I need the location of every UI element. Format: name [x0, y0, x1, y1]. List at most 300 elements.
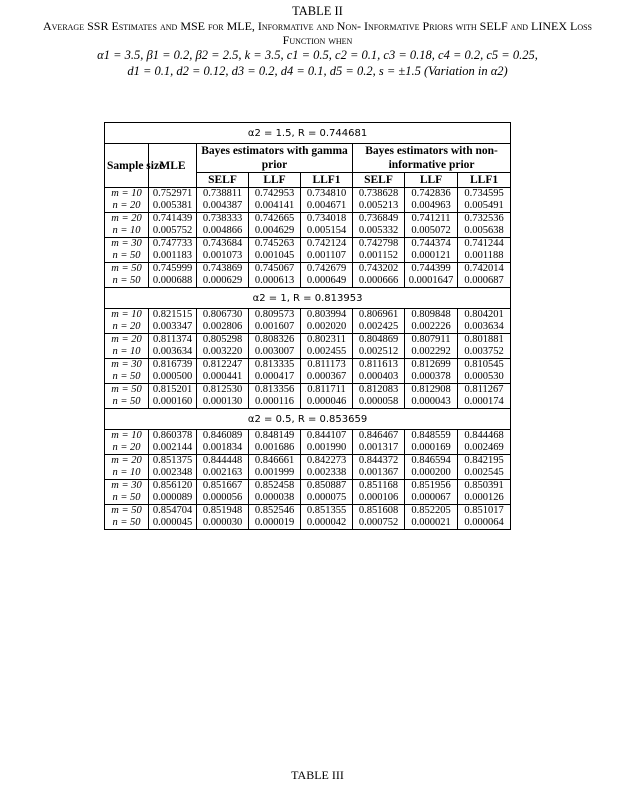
mse-value: 0.000500	[152, 371, 193, 382]
estimate-value: 0.812908	[411, 384, 451, 395]
mse-value: 0.000046	[306, 396, 347, 407]
m-value: m = 20	[111, 334, 142, 345]
estimate-value: 0.860378	[152, 430, 193, 441]
estimate-value: 0.742798	[358, 238, 399, 249]
estimate-value: 0.738628	[358, 188, 399, 199]
value-cell	[197, 480, 249, 505]
estimate-value: 0.808326	[254, 334, 295, 345]
n-value: n = 50	[112, 275, 141, 286]
value-cell	[353, 334, 405, 359]
mse-value: 0.000530	[464, 371, 504, 382]
value-cell	[405, 359, 458, 384]
value-cell	[197, 430, 249, 455]
mse-value: 0.000441	[202, 371, 243, 382]
value-cell	[301, 455, 353, 480]
m-value: m = 10	[111, 188, 142, 199]
value-cell	[405, 334, 458, 359]
estimate-value: 0.742124	[306, 238, 347, 249]
table-row	[105, 188, 511, 213]
estimate-value: 0.744374	[411, 238, 451, 249]
mse-value: 0.000613	[254, 275, 295, 286]
mse-value: 0.002144	[152, 442, 193, 453]
estimate-value: 0.844448	[202, 455, 243, 466]
mse-value: 0.003634	[464, 321, 504, 332]
estimate-value: 0.811267	[464, 384, 504, 395]
n-value: n = 50	[112, 517, 141, 528]
estimate-value: 0.741244	[464, 238, 504, 249]
mse-value: 0.005638	[464, 225, 504, 236]
m-value: m = 50	[111, 263, 142, 274]
mse-value: 0.002292	[411, 346, 451, 357]
table-label: TABLE II	[292, 4, 343, 18]
estimate-value: 0.744399	[411, 263, 451, 274]
estimate-value: 0.745999	[152, 263, 193, 274]
estimate-value: 0.732536	[464, 213, 504, 224]
sample-size-cell	[105, 430, 149, 455]
value-cell	[149, 359, 197, 384]
value-cell	[458, 263, 511, 288]
mse-value: 0.002469	[464, 442, 504, 453]
value-cell	[149, 455, 197, 480]
value-cell	[353, 455, 405, 480]
table-row	[105, 359, 511, 384]
estimate-value: 0.742953	[254, 188, 295, 199]
mse-value: 0.001107	[307, 250, 346, 261]
value-cell	[353, 188, 405, 213]
mse-value: 0.000403	[358, 371, 399, 382]
mse-value: 0.004629	[254, 225, 295, 236]
value-cell	[149, 505, 197, 530]
estimate-value: 0.743684	[202, 238, 243, 249]
noninformative-prior-header: Bayes estimators with non-informative prior	[353, 144, 511, 173]
mse-value: 0.003634	[152, 346, 193, 357]
value-cell	[249, 263, 301, 288]
value-cell	[405, 480, 458, 505]
mse-value: 0.000038	[254, 492, 295, 503]
sample-size-header: Sample size	[105, 144, 149, 188]
mse-value: 0.001317	[358, 442, 399, 453]
table-row	[105, 505, 511, 530]
estimate-value: 0.846089	[202, 430, 243, 441]
table-row	[105, 334, 511, 359]
m-value: m = 50	[111, 384, 142, 395]
table-row	[105, 213, 511, 238]
value-cell	[353, 238, 405, 263]
value-cell	[353, 309, 405, 334]
column-header: LLF	[249, 173, 301, 188]
mse-value: 0.000064	[464, 517, 504, 528]
estimate-value: 0.816739	[152, 359, 193, 370]
table-row	[105, 384, 511, 409]
value-cell	[301, 238, 353, 263]
n-value: n = 20	[112, 321, 141, 332]
estimate-value: 0.852458	[254, 480, 295, 491]
estimate-value: 0.741211	[411, 213, 451, 224]
mse-value: 0.001607	[254, 321, 295, 332]
value-cell	[301, 188, 353, 213]
mse-value: 0.000169	[411, 442, 451, 453]
estimate-value: 0.851956	[411, 480, 451, 491]
sample-size-cell	[105, 359, 149, 384]
sample-size-cell	[105, 334, 149, 359]
table-title-line1: Average SSR Estimates and MSE for MLE, Informative and Non- Informative Priors with SELF and LINEX Loss	[42, 19, 593, 33]
estimate-value: 0.848149	[254, 430, 295, 441]
estimate-value: 0.812530	[202, 384, 243, 395]
section-header: α2 = 0.5, R = 0.853659	[105, 409, 511, 430]
estimate-value: 0.734810	[306, 188, 347, 199]
value-cell	[197, 213, 249, 238]
value-cell	[197, 505, 249, 530]
estimate-value: 0.815201	[152, 384, 193, 395]
mse-value: 0.000174	[464, 396, 504, 407]
estimate-value: 0.747733	[152, 238, 193, 249]
mse-value: 0.000752	[358, 517, 399, 528]
n-value: n = 50	[112, 371, 141, 382]
estimate-value: 0.812083	[358, 384, 399, 395]
column-header: LLF1	[458, 173, 511, 188]
value-cell	[301, 480, 353, 505]
estimate-value: 0.811173	[307, 359, 346, 370]
n-value: n = 50	[112, 250, 141, 261]
estimate-value: 0.844468	[464, 430, 504, 441]
mse-value: 0.000021	[411, 517, 451, 528]
table-row	[105, 238, 511, 263]
estimate-value: 0.852205	[411, 505, 451, 516]
estimate-value: 0.846661	[254, 455, 295, 466]
mse-value: 0.000688	[152, 275, 193, 286]
value-cell	[301, 334, 353, 359]
mse-value: 0.002512	[358, 346, 399, 357]
params-line1: α1 = 3.5, β1 = 0.2, β2 = 2.5, k = 3.5, c1 = 0.5, c2 = 0.1, c3 = 0.18, c4 = 0.2, c5 = 0.25,	[97, 48, 538, 62]
mse-value: 0.000367	[306, 371, 347, 382]
estimate-value: 0.803994	[306, 309, 347, 320]
sample-size-cell	[105, 263, 149, 288]
mse-value: 0.002338	[306, 467, 347, 478]
mse-value: 0.000056	[202, 492, 243, 503]
mse-value: 0.000116	[255, 396, 294, 407]
column-header: LLF	[405, 173, 458, 188]
value-cell	[249, 188, 301, 213]
mse-value: 0.002348	[152, 467, 193, 478]
estimate-value: 0.846594	[411, 455, 451, 466]
estimate-value: 0.856120	[152, 480, 193, 491]
estimate-value: 0.742665	[254, 213, 295, 224]
estimate-value: 0.734595	[464, 188, 504, 199]
mse-value: 0.000058	[358, 396, 399, 407]
value-cell	[301, 430, 353, 455]
mse-value: 0.000417	[254, 371, 295, 382]
mse-value: 0.001045	[254, 250, 295, 261]
value-cell	[149, 309, 197, 334]
table-title-line2: Function when	[282, 33, 353, 47]
estimate-value: 0.804201	[464, 309, 504, 320]
mse-value: 0.000042	[306, 517, 347, 528]
params-line2: d1 = 0.1, d2 = 0.12, d3 = 0.2, d4 = 0.1, d5 = 0.2, s = ±1.5 (Variation in α2)	[127, 64, 508, 78]
estimate-value: 0.851608	[358, 505, 399, 516]
column-header: SELF	[353, 173, 405, 188]
mse-value: 0.003752	[464, 346, 504, 357]
mse-value: 0.005213	[358, 200, 399, 211]
value-cell	[301, 384, 353, 409]
mse-value: 0.000378	[411, 371, 451, 382]
m-value: m = 20	[111, 213, 142, 224]
value-cell	[458, 505, 511, 530]
m-value: m = 30	[111, 480, 142, 491]
mse-value: 0.002545	[464, 467, 504, 478]
estimate-value: 0.738333	[202, 213, 243, 224]
m-value: m = 30	[111, 359, 142, 370]
mse-value: 0.000126	[464, 492, 504, 503]
value-cell	[353, 213, 405, 238]
estimate-value: 0.811613	[359, 359, 398, 370]
mse-value: 0.000043	[411, 396, 451, 407]
value-cell	[458, 480, 511, 505]
column-header: SELF	[197, 173, 249, 188]
table-row	[105, 430, 511, 455]
n-value: n = 50	[112, 396, 141, 407]
value-cell	[458, 359, 511, 384]
m-value: m = 10	[111, 309, 142, 320]
estimate-value: 0.736849	[358, 213, 399, 224]
value-cell	[249, 384, 301, 409]
mse-value: 0.000629	[202, 275, 243, 286]
table-row	[105, 480, 511, 505]
mse-value: 0.001188	[464, 250, 504, 261]
n-value: n = 50	[112, 492, 141, 503]
sample-size-cell	[105, 213, 149, 238]
mse-value: 0.000019	[254, 517, 295, 528]
value-cell	[197, 309, 249, 334]
estimate-value: 0.851375	[152, 455, 193, 466]
mse-value: 0.000130	[202, 396, 243, 407]
n-value: n = 10	[112, 346, 141, 357]
estimate-value: 0.745263	[254, 238, 295, 249]
mse-value: 0.002163	[202, 467, 243, 478]
m-value: m = 50	[111, 505, 142, 516]
mse-value: 0.000121	[411, 250, 451, 261]
table-row	[105, 309, 511, 334]
mle-header: MLE	[149, 144, 197, 188]
sample-size-cell	[105, 480, 149, 505]
estimate-value: 0.741439	[152, 213, 193, 224]
value-cell	[149, 188, 197, 213]
column-header: LLF1	[301, 173, 353, 188]
estimate-value: 0.742836	[411, 188, 451, 199]
estimate-value: 0.807911	[411, 334, 451, 345]
mse-value: 0.001152	[359, 250, 398, 261]
value-cell	[405, 309, 458, 334]
estimate-value: 0.742014	[464, 263, 504, 274]
estimate-value: 0.821515	[152, 309, 193, 320]
estimate-value: 0.743869	[202, 263, 243, 274]
estimate-value: 0.809573	[254, 309, 295, 320]
section-header: α2 = 1, R = 0.813953	[105, 288, 511, 309]
mse-value: 0.000030	[202, 517, 243, 528]
value-cell	[301, 213, 353, 238]
sample-size-cell	[105, 455, 149, 480]
estimate-value: 0.743202	[358, 263, 399, 274]
n-value: n = 20	[112, 200, 141, 211]
mse-value: 0.002020	[306, 321, 347, 332]
value-cell	[197, 334, 249, 359]
estimate-value: 0.851017	[464, 505, 504, 516]
mse-value: 0.001834	[202, 442, 243, 453]
estimate-value: 0.805298	[202, 334, 243, 345]
estimate-value: 0.811711	[307, 384, 346, 395]
value-cell	[197, 188, 249, 213]
n-value: n = 20	[112, 442, 141, 453]
estimate-value: 0.842195	[464, 455, 504, 466]
estimate-value: 0.852546	[254, 505, 295, 516]
mse-value: 0.003220	[202, 346, 243, 357]
mse-value: 0.004671	[306, 200, 347, 211]
estimate-value: 0.848559	[411, 430, 451, 441]
value-cell	[353, 359, 405, 384]
value-cell	[197, 359, 249, 384]
mse-value: 0.001073	[202, 250, 243, 261]
value-cell	[458, 238, 511, 263]
sample-size-cell	[105, 384, 149, 409]
estimate-value: 0.850391	[464, 480, 504, 491]
mse-value: 0.005154	[306, 225, 347, 236]
value-cell	[197, 384, 249, 409]
mse-value: 0.005072	[411, 225, 451, 236]
mse-value: 0.000687	[464, 275, 504, 286]
estimate-value: 0.804869	[358, 334, 399, 345]
estimate-value: 0.854704	[152, 505, 193, 516]
mse-value: 0.002226	[411, 321, 451, 332]
table-row	[105, 263, 511, 288]
value-cell	[353, 430, 405, 455]
estimate-value: 0.812699	[411, 359, 451, 370]
estimate-value: 0.738811	[203, 188, 242, 199]
value-cell	[353, 480, 405, 505]
value-cell	[197, 455, 249, 480]
value-cell	[405, 455, 458, 480]
value-cell	[405, 430, 458, 455]
estimate-value: 0.801881	[464, 334, 504, 345]
sample-size-cell	[105, 505, 149, 530]
value-cell	[353, 505, 405, 530]
m-value: m = 30	[111, 238, 142, 249]
value-cell	[149, 263, 197, 288]
m-value: m = 10	[111, 430, 142, 441]
mse-value: 0.001183	[153, 250, 192, 261]
value-cell	[353, 263, 405, 288]
value-cell	[249, 213, 301, 238]
estimate-value: 0.809848	[411, 309, 451, 320]
value-cell	[149, 238, 197, 263]
estimate-value: 0.844107	[306, 430, 347, 441]
value-cell	[149, 213, 197, 238]
value-cell	[197, 238, 249, 263]
estimate-value: 0.842273	[306, 455, 347, 466]
value-cell	[458, 384, 511, 409]
estimate-value: 0.810545	[464, 359, 504, 370]
value-cell	[458, 188, 511, 213]
mse-value: 0.001686	[254, 442, 295, 453]
mse-value: 0.004866	[202, 225, 243, 236]
next-table-label: TABLE III	[291, 768, 344, 782]
value-cell	[249, 480, 301, 505]
sample-size-cell	[105, 188, 149, 213]
estimate-value: 0.844372	[358, 455, 399, 466]
estimate-value: 0.734018	[306, 213, 347, 224]
value-cell	[458, 213, 511, 238]
estimate-value: 0.851355	[306, 505, 347, 516]
estimate-value: 0.851168	[359, 480, 398, 491]
value-cell	[249, 359, 301, 384]
mse-value: 0.000075	[306, 492, 347, 503]
n-value: n = 10	[112, 225, 141, 236]
estimate-value: 0.806730	[202, 309, 243, 320]
mse-value: 0.002425	[358, 321, 399, 332]
results-table	[104, 122, 511, 530]
mse-value: 0.005381	[152, 200, 193, 211]
value-cell	[149, 384, 197, 409]
mse-value: 0.002455	[306, 346, 347, 357]
value-cell	[301, 263, 353, 288]
estimate-value: 0.742679	[306, 263, 347, 274]
value-cell	[405, 505, 458, 530]
value-cell	[197, 263, 249, 288]
estimate-value: 0.802311	[307, 334, 346, 345]
mse-value: 0.000106	[358, 492, 399, 503]
value-cell	[249, 505, 301, 530]
value-cell	[301, 309, 353, 334]
estimate-value: 0.813356	[254, 384, 295, 395]
value-cell	[405, 238, 458, 263]
value-cell	[149, 480, 197, 505]
value-cell	[405, 384, 458, 409]
mse-value: 0.004141	[254, 200, 295, 211]
sample-size-cell	[105, 309, 149, 334]
estimate-value: 0.806961	[358, 309, 399, 320]
estimate-value: 0.846467	[358, 430, 399, 441]
value-cell	[458, 455, 511, 480]
table-caption	[0, 4, 635, 79]
mse-value: 0.004387	[202, 200, 243, 211]
mse-value: 0.001367	[358, 467, 399, 478]
table-row	[105, 455, 511, 480]
value-cell	[405, 263, 458, 288]
m-value: m = 20	[111, 455, 142, 466]
estimate-value: 0.812247	[202, 359, 243, 370]
mse-value: 0.005491	[464, 200, 504, 211]
value-cell	[249, 430, 301, 455]
mse-value: 0.004963	[411, 200, 451, 211]
mse-value: 0.003007	[254, 346, 295, 357]
value-cell	[405, 188, 458, 213]
mse-value: 0.000666	[358, 275, 399, 286]
value-cell	[301, 505, 353, 530]
mse-value: 0.000089	[152, 492, 193, 503]
mse-value: 0.003347	[152, 321, 193, 332]
mse-value: 0.000045	[152, 517, 193, 528]
mse-value: 0.000649	[306, 275, 347, 286]
estimate-value: 0.851667	[202, 480, 243, 491]
value-cell	[458, 430, 511, 455]
value-cell	[249, 309, 301, 334]
mse-value: 0.005752	[152, 225, 193, 236]
sample-size-cell	[105, 238, 149, 263]
estimate-value: 0.745067	[254, 263, 295, 274]
value-cell	[353, 384, 405, 409]
estimate-value: 0.850887	[306, 480, 347, 491]
value-cell	[149, 430, 197, 455]
mse-value: 0.0001647	[408, 275, 454, 286]
mse-value: 0.001990	[306, 442, 347, 453]
